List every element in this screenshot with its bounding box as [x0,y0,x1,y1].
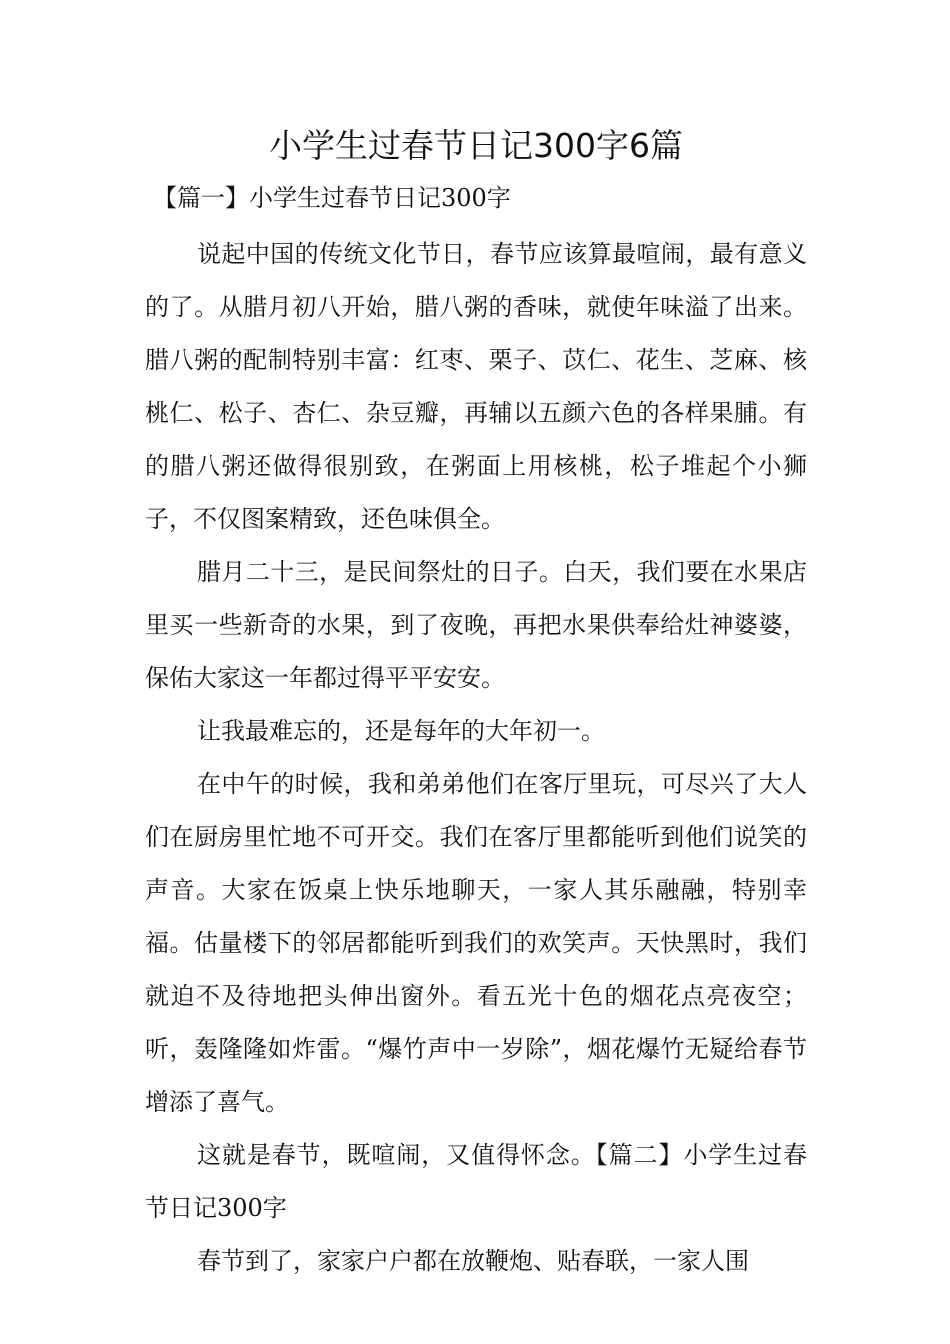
section-heading: 【篇一】小学生过春节日记300字 [153,184,511,212]
paragraph-3: 让我最难忘的，还是每年的大年初一。 [197,717,605,745]
paragraph-2: 腊月二十三，是民间祭灶的日子。白天，我们要在水果店里买一些新奇的水果，到了夜晚，再把水果供奉给灶神婆婆，保佑大家这一年都过得平平安安。 [145,558,807,692]
paragraph-1: 说起中国的传统文化节日，春节应该算最喧闹，最有意义的了。从腊月初八开始，腊八粥的香味，就使年味溢了出来。腊八粥的配制特别丰富：红枣、栗子、苡仁、花生、芝麻、核桃仁、松子、杏仁、杂豆瓣，再辅以五颜六色的各样果脯。有的腊八粥还做得很别致，在粥面上用核桃，松子堆起个小狮子，不仅图案精致，还色味俱全。 [145,240,807,533]
paragraph-6: 春节到了，家家户户都在放鞭炮、贴春联，一家人围 [197,1247,749,1275]
paragraph-4: 在中午的时候，我和弟弟他们在客厅里玩，可尽兴了大人们在厨房里忙地不可开交。我们在客厅里都能听到他们说笑的声音。大家在饭桌上快乐地聊天，一家人其乐融融，特别幸福。估量楼下的邻居都能听到我们的欢笑声。天快黑时，我们就迫不及待地把头伸出窗外。看五光十色的烟花点亮夜空；听，轰隆隆如炸雷。“爆竹声中一岁除”，烟花爆竹无疑给春节增添了喜气。 [145,770,807,1116]
document-title: 小学生过春节日记300字6篇 [269,126,683,165]
document-page [145,118,807,1288]
paragraph-5: 这就是春节，既喧闹，又值得怀念。【篇二】小学生过春节日记300字 [145,1141,807,1222]
